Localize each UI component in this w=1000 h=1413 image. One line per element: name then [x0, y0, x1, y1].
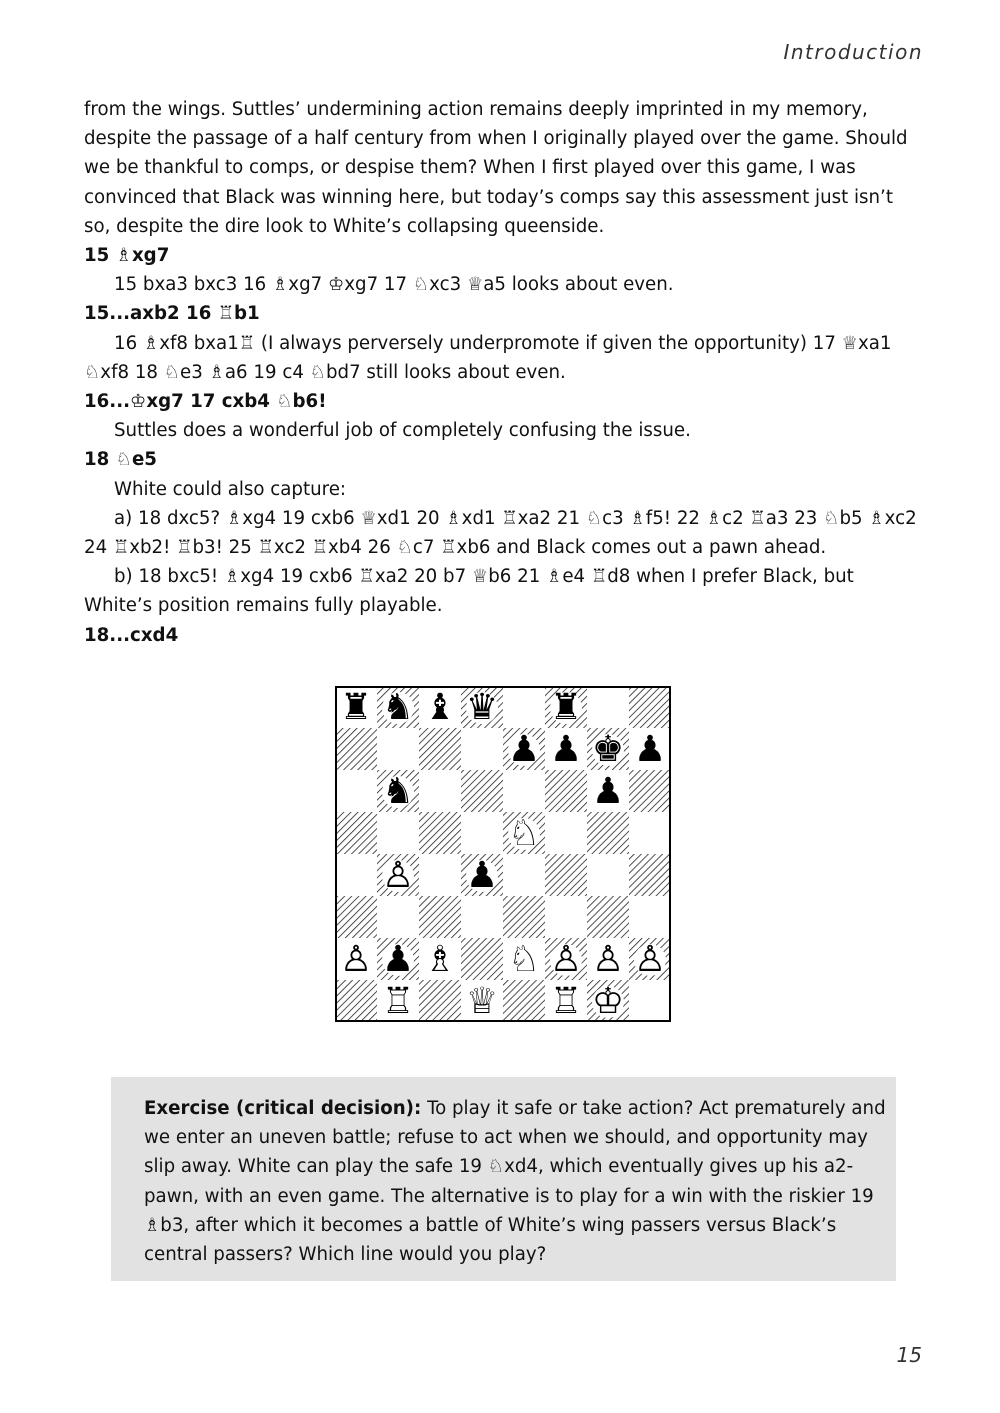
move-heading: 16...♔xg7 17 cxb4 ♘b6!	[84, 391, 327, 413]
move-heading: 15 ♗xg7	[84, 245, 170, 267]
paragraph: 16 ♗xf8 bxa1♖ (I always perversely underpromote if given the opportunity) 17 ♕xa1 ♘xf8 18 ♘e3 ♗a6 19 c4 ♘bd7 still looks about even.	[84, 332, 892, 383]
variation-a: a) 18 dxc5? ♗xg4 19 cxb6 ♕xd1 20 ♗xd1 ♖xa2 21 ♘c3 ♗f5! 22 ♗c2 ♖a3 23 ♘b5 ♗xc2 24 ♖xb2! ♖b3! 25 ♖xc2 ♖xb4 26 ♘c7 ♖xb6 and Black comes out a pawn ahead.	[84, 507, 917, 559]
black-pawn-icon: ♟	[549, 729, 583, 770]
white-queen-icon: ♕	[465, 981, 499, 1022]
move-heading: 18...cxd4	[84, 624, 179, 646]
dark-square	[335, 980, 377, 1022]
light-square	[461, 812, 503, 854]
dark-square	[629, 854, 671, 896]
white-pawn-icon: ♙	[339, 939, 373, 980]
page-number: 15	[896, 1343, 922, 1367]
dark-square	[461, 770, 503, 812]
black-pawn-icon: ♟	[381, 939, 415, 980]
light-square	[629, 896, 671, 938]
light-square	[377, 812, 419, 854]
exercise-body: To play it safe or take action? Act prematurely and we enter an uneven battle; refuse to act when we should, and opportunity may slip away. White can play the safe 19 ♘xd4, which eventually gives up his a2-pawn, with an even game. The alternative is to play for a win with the riskier 19 ♗b3, after which it becomes a battle of White’s wing passers versus Black’s central passers? Which line would you play?	[144, 1098, 886, 1266]
white-pawn-icon: ♙	[549, 939, 583, 980]
light-square	[587, 854, 629, 896]
move-heading: 18 ♘e5	[84, 449, 157, 471]
black-queen-icon: ♛	[465, 687, 499, 728]
light-square	[377, 728, 419, 770]
light-square	[629, 812, 671, 854]
running-head: Introduction	[783, 40, 923, 64]
white-pawn-icon: ♙	[381, 855, 415, 896]
black-knight-icon: ♞	[381, 771, 415, 812]
dark-square	[335, 896, 377, 938]
black-rook-icon: ♜	[549, 687, 583, 728]
paragraph: 15 bxa3 bxc3 16 ♗xg7 ♔xg7 17 ♘xc3 ♕a5 looks about even.	[114, 274, 674, 296]
dark-square	[629, 686, 671, 728]
white-pawn-icon: ♙	[633, 939, 667, 980]
light-square	[461, 728, 503, 770]
light-square	[335, 854, 377, 896]
light-square	[545, 812, 587, 854]
dark-square	[335, 728, 377, 770]
light-square	[335, 770, 377, 812]
dark-square	[545, 770, 587, 812]
light-square	[503, 686, 545, 728]
white-knight-icon: ♘	[507, 813, 541, 854]
dark-square	[419, 980, 461, 1022]
exercise-text	[144, 1094, 886, 1269]
chess-diagram	[335, 686, 671, 1022]
light-square	[419, 770, 461, 812]
dark-square	[629, 770, 671, 812]
exercise-label: Exercise (critical decision):	[144, 1098, 422, 1119]
dark-square	[587, 812, 629, 854]
dark-square	[335, 812, 377, 854]
black-pawn-icon: ♟	[465, 855, 499, 896]
move-heading: 15...axb2 16 ♖b1	[84, 303, 260, 325]
dark-square	[503, 896, 545, 938]
light-square	[377, 896, 419, 938]
white-knight-icon: ♘	[507, 939, 541, 980]
white-bishop-icon: ♗	[423, 939, 457, 980]
black-knight-icon: ♞	[381, 687, 415, 728]
white-king-icon: ♔	[591, 981, 625, 1022]
paragraph: from the wings. Suttles’ undermining action remains deeply imprinted in my memory, despite the passage of a half century from when I originally played over the game. Should we be thankful to comps, or despise them? When I first played over this game, I was convinced that Black was winning here, but today’s comps say this assessment just isn’t so, despite the dire look to White’s collapsing queenside.	[84, 99, 908, 237]
dark-square	[419, 728, 461, 770]
light-square	[587, 686, 629, 728]
black-pawn-icon: ♟	[507, 729, 541, 770]
paragraph: White could also capture:	[114, 478, 347, 500]
light-square	[503, 854, 545, 896]
light-square	[545, 896, 587, 938]
dark-square	[545, 854, 587, 896]
light-square	[419, 854, 461, 896]
light-square	[461, 896, 503, 938]
black-bishop-icon: ♝	[423, 687, 457, 728]
white-pawn-icon: ♙	[591, 939, 625, 980]
exercise-box	[111, 1077, 896, 1281]
variation-b: b) 18 bxc5! ♗xg4 19 cxb6 ♖xa2 20 b7 ♕b6 21 ♗e4 ♖d8 when I prefer Black, but White’s position remains fully playable.	[84, 566, 854, 617]
dark-square	[419, 896, 461, 938]
black-king-icon: ♚	[591, 729, 625, 770]
paragraph: Suttles does a wonderful job of completely confusing the issue.	[114, 420, 691, 442]
white-rook-icon: ♖	[549, 981, 583, 1022]
black-pawn-icon: ♟	[591, 771, 625, 812]
dark-square	[587, 896, 629, 938]
light-square	[503, 770, 545, 812]
light-square	[629, 980, 671, 1022]
black-pawn-icon: ♟	[633, 729, 667, 770]
dark-square	[419, 812, 461, 854]
black-rook-icon: ♜	[339, 687, 373, 728]
dark-square	[503, 980, 545, 1022]
main-text	[84, 95, 922, 650]
white-rook-icon: ♖	[381, 981, 415, 1022]
dark-square	[461, 938, 503, 980]
